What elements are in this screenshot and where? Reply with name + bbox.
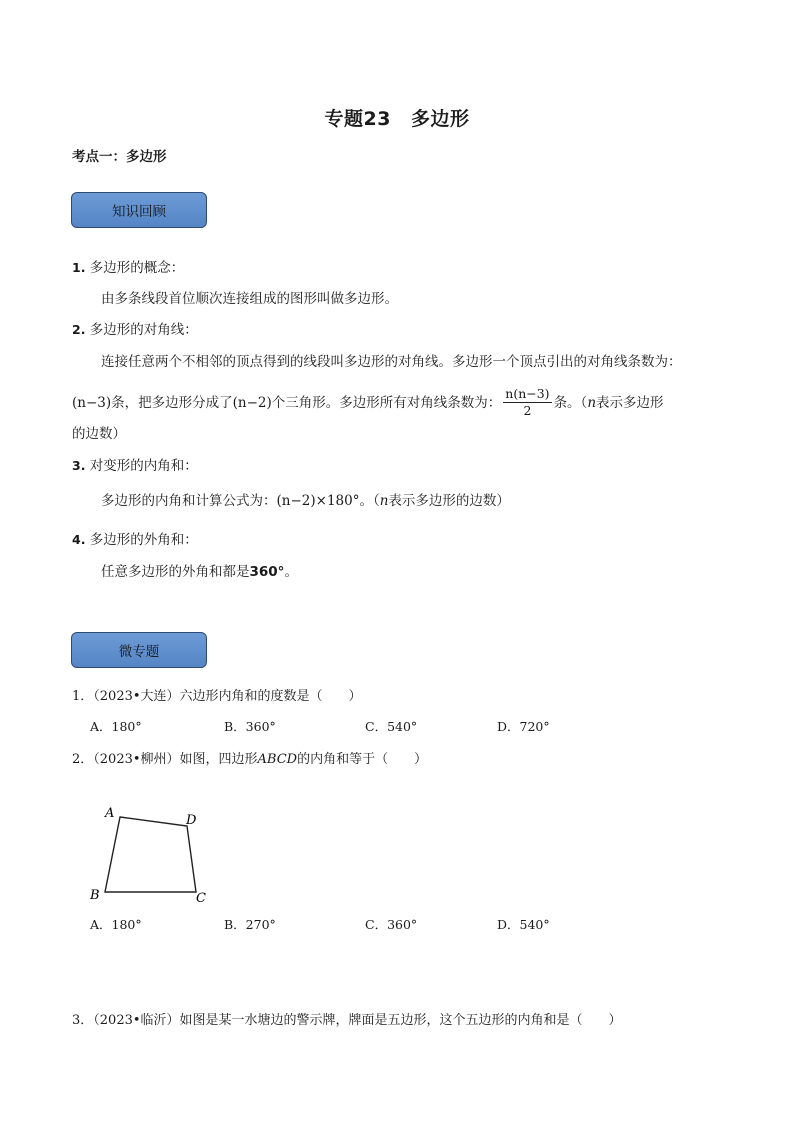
section-heading: 考点一：多边形 bbox=[72, 149, 167, 165]
formula-n-minus-3: (n−3) bbox=[72, 394, 112, 411]
knowledge-2-body-line2 bbox=[72, 386, 664, 419]
vertex-label-a: A bbox=[105, 806, 115, 821]
knowledge-4-heading bbox=[72, 530, 198, 550]
question-3-stem: 3．（2023•临沂）如图是某一水塘边的警示牌，牌面是五边形，这个五边形的内角和是（ ） bbox=[72, 1013, 622, 1028]
title-sub: 多边形 bbox=[410, 108, 470, 130]
knowledge-1-body: 由多条线段首位顺次连接组成的图形叫做多边形。 bbox=[101, 291, 398, 307]
text-segment: 个三角形。多边形所有对角线条数为： bbox=[271, 394, 502, 411]
knowledge-2-body-line3: 的边数） bbox=[72, 426, 126, 442]
question-2-option-d[interactable]: D．540° bbox=[497, 917, 550, 932]
text-segment: 。 bbox=[284, 564, 298, 580]
knowledge-4-title: 多边形的外角和： bbox=[89, 532, 198, 548]
question-1-option-b[interactable]: B．360° bbox=[224, 719, 276, 734]
quadrilateral-name: ABCD bbox=[257, 752, 298, 767]
knowledge-2-title: 多边形的对角线： bbox=[89, 322, 198, 338]
knowledge-3-title: 对变形的内角和： bbox=[89, 458, 198, 474]
text-segment: 任意多边形的外角和都是 bbox=[101, 564, 250, 580]
knowledge-2-number: 2. bbox=[72, 322, 86, 337]
vertex-label-b: B bbox=[90, 888, 100, 903]
text-segment: 条。（ bbox=[553, 394, 588, 411]
knowledge-1-number: 1. bbox=[72, 260, 86, 275]
vertex-label-c: C bbox=[196, 891, 206, 906]
micro-topic-section-label bbox=[71, 632, 207, 668]
text-segment: 的内角和等于（ ） bbox=[297, 752, 428, 767]
question-2-stem bbox=[72, 748, 427, 767]
knowledge-4-body bbox=[101, 562, 298, 582]
knowledge-3-heading bbox=[72, 456, 198, 476]
question-2-option-b[interactable]: B．270° bbox=[224, 917, 276, 932]
question-1-option-d[interactable]: D．720° bbox=[497, 719, 550, 734]
knowledge-2-body-line1: 连接任意两个不相邻的顶点得到的线段叫多边形的对角线。多边形一个顶点引出的对角线条数为： bbox=[101, 354, 682, 370]
diagonal-count-fraction bbox=[503, 386, 551, 419]
vertex-label-d: D bbox=[186, 813, 197, 828]
review-label-text: 知识回顾 bbox=[112, 204, 166, 220]
micro-label-text: 微专题 bbox=[118, 644, 160, 660]
text-segment: 。（ bbox=[359, 493, 380, 509]
question-1-option-a[interactable]: A．180° bbox=[90, 719, 142, 734]
title-main: 专题23 bbox=[324, 108, 391, 130]
fraction-numerator: n(n−3) bbox=[505, 386, 550, 401]
variable-n: n bbox=[587, 394, 597, 411]
question-2-option-a[interactable]: A．180° bbox=[90, 917, 142, 932]
knowledge-2-heading bbox=[72, 320, 198, 340]
text-segment: 表示多边形的边数） bbox=[388, 493, 510, 509]
exterior-angle-value: 360° bbox=[249, 564, 285, 580]
question-2-option-c[interactable]: C．360° bbox=[365, 917, 418, 932]
page-title bbox=[0, 104, 794, 131]
quadrilateral-shape bbox=[105, 817, 196, 892]
quadrilateral-abcd-figure bbox=[84, 800, 224, 910]
review-section-label bbox=[71, 192, 207, 228]
text-segment: 2．（2023•柳州）如图，四边形 bbox=[72, 752, 258, 767]
variable-n: n bbox=[379, 493, 389, 509]
question-1-option-c[interactable]: C．540° bbox=[365, 719, 418, 734]
text-segment: 条，把多边形分成了 bbox=[111, 394, 233, 411]
text-segment: 多边形的内角和计算公式为： bbox=[101, 493, 277, 509]
text-segment: 表示多边形 bbox=[596, 394, 664, 411]
fraction-denominator: 2 bbox=[523, 403, 532, 418]
knowledge-1-title: 多边形的概念： bbox=[89, 260, 185, 276]
knowledge-4-number: 4. bbox=[72, 532, 86, 547]
question-1-stem: 1．（2023•大连）六边形内角和的度数是（ ） bbox=[72, 689, 362, 704]
interior-angle-formula: (n−2)×180° bbox=[276, 493, 360, 509]
knowledge-3-body bbox=[101, 491, 510, 511]
knowledge-3-number: 3. bbox=[72, 458, 86, 473]
formula-n-minus-2: (n−2) bbox=[232, 394, 272, 411]
knowledge-1-heading bbox=[72, 258, 184, 278]
